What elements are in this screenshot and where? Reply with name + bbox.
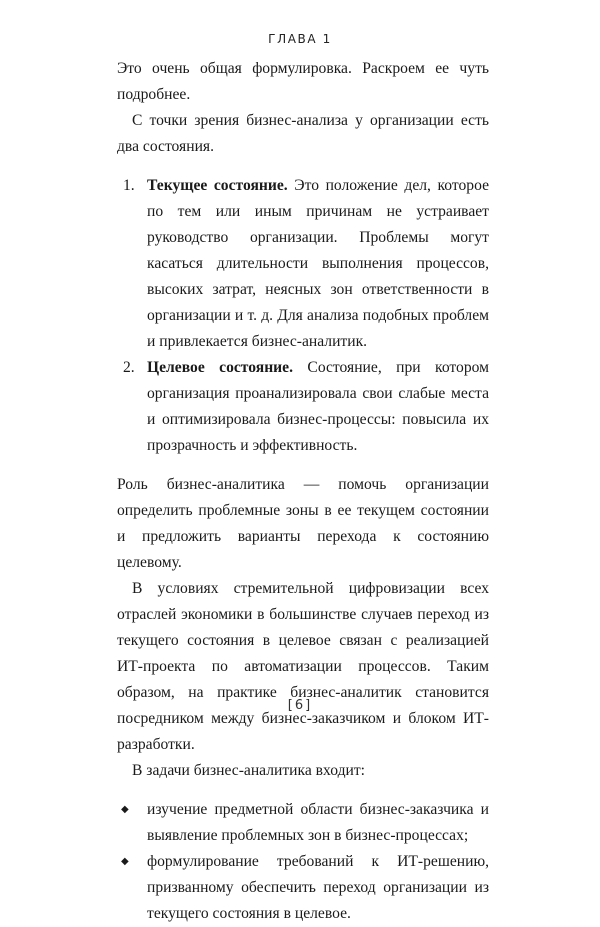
task-text: формулирование требований к ИТ-решению, призванному обеспечить переход организации из текущего состояния в целевое. <box>147 853 489 922</box>
states-list <box>117 173 489 459</box>
intro-paragraph-2: С точки зрения бизнес-анализа у организации есть два состояния. <box>117 112 489 155</box>
chapter-header: ГЛАВА 1 <box>268 32 332 46</box>
task-item <box>121 849 489 927</box>
list-number: 1. <box>123 177 135 194</box>
diamond-bullet-icon: ◆ <box>121 804 129 815</box>
state-term: Целевое состояние. <box>147 359 293 376</box>
task-text: изучение предметной области бизнес-заказчика и выявление проблемных зон в бизнес-процессах; <box>147 801 489 844</box>
intro-paragraph-1: Это очень общая формулировка. Раскроем ее чуть подробнее. <box>117 60 489 103</box>
state-item-target <box>123 355 489 459</box>
state-term: Текущее состояние. <box>147 177 288 194</box>
state-item-current <box>123 173 489 355</box>
diamond-bullet-icon: ◆ <box>121 856 129 867</box>
state-description: Это положение дел, которое по тем или иным причинам не устраивает руководство организации. Проблемы могут касаться длительности выполнения процессов, высоких затрат, неясных зон ответственности в организации и т. д. Для анализа подобных проблем и привлекается бизнес-аналитик. <box>147 177 489 350</box>
page-body <box>117 56 489 927</box>
state-description: Состояние, при котором организация проанализировала свои слабые места и оптимизировала бизнес-процессы: повысила их прозрачность и эффективность. <box>147 359 489 454</box>
digitalization-paragraph: В условиях стремительной цифровизации всех отраслей экономики в большинстве случаев переход из текущего состояния в целевое связан с реализацией ИТ-проекта по автоматизации процессов. Таким образом, на практике бизнес-аналитик становится посредником между бизнес-заказчиком и блоком ИТ-разработки. <box>117 580 489 753</box>
tasks-list <box>117 797 489 927</box>
tasks-intro-paragraph: В задачи бизнес-аналитика входит: <box>132 762 366 779</box>
page-number: [6] <box>287 698 313 713</box>
analyst-role-paragraph: Роль бизнес-аналитика — помочь организации определить проблемные зоны в ее текущем состоянии и предложить варианты перехода к состоянию целевому. <box>117 476 489 571</box>
list-number: 2. <box>123 359 135 376</box>
task-item <box>121 797 489 849</box>
